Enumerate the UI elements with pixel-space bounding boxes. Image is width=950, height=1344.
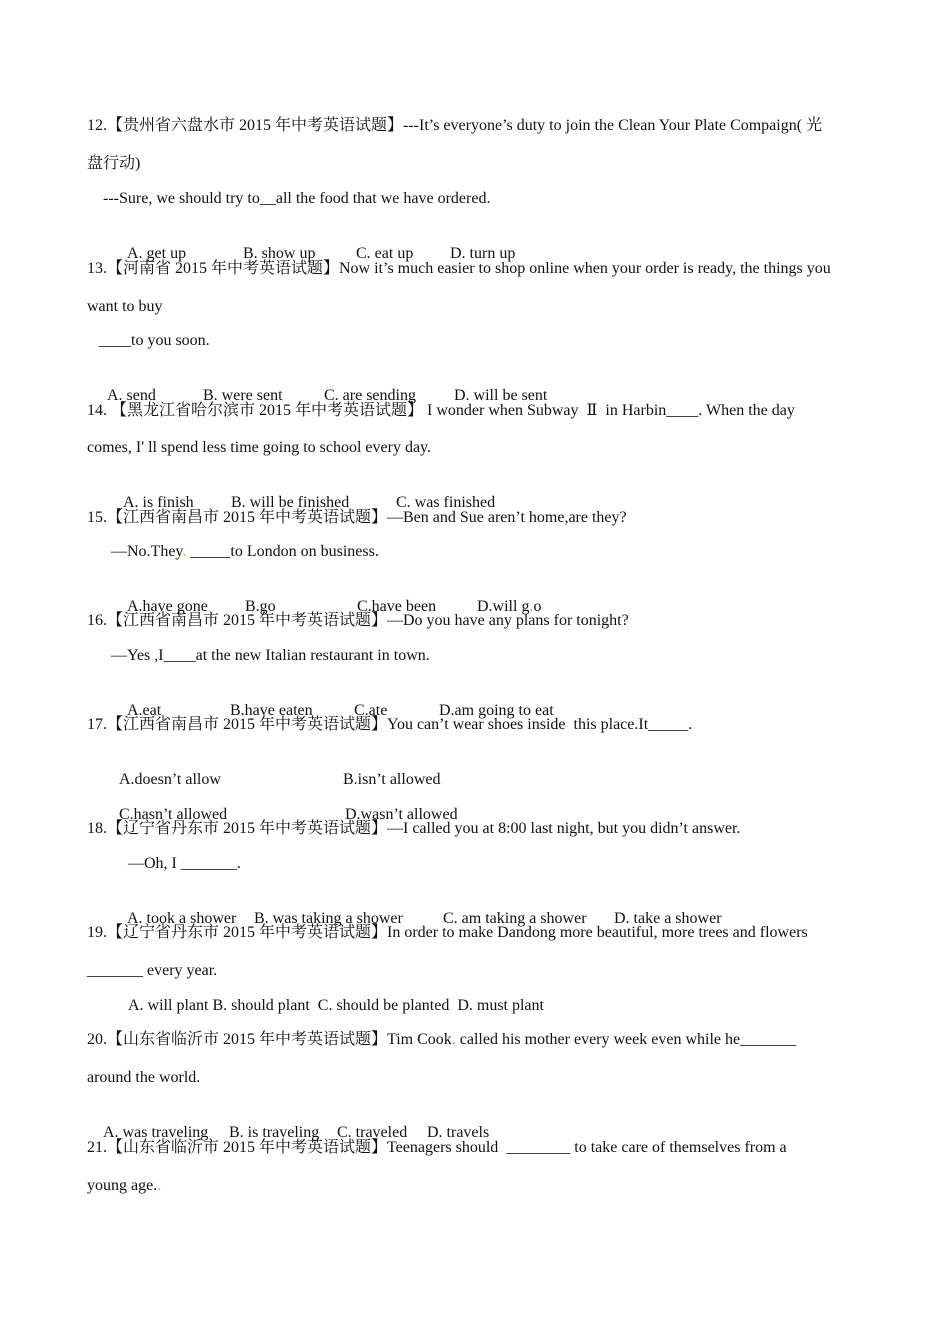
q17-option-c: C.hasn’t allowed bbox=[119, 806, 228, 823]
q12-option-d: D. turn up bbox=[450, 245, 516, 262]
q15-option-d-text: D.will g bbox=[477, 598, 530, 615]
q12-line2: 盘行动) bbox=[87, 155, 141, 172]
q20-line1 bbox=[87, 1030, 796, 1050]
q16-option-b: B.have eaten bbox=[230, 702, 313, 719]
q19-line1: 19.【辽宁省丹东市 2015 年中考英语试题】In order to make Dandong more beautiful, more trees and flowers bbox=[87, 924, 808, 941]
q12-line1: 12.【贵州省六盘水市 2015 年中考英语试题】---It’s everyone’s duty to join the Clean Your Plate Compaign( 光 bbox=[87, 117, 823, 134]
q18-line1: 18.【辽宁省丹东市 2015 年中考英语试题】—I called you at 8:00 last night, but you didn’t answer. bbox=[87, 820, 741, 837]
q19-line2: _______ every year. bbox=[87, 962, 218, 979]
q20-option-c: C. traveled bbox=[337, 1124, 408, 1141]
q15-line2 bbox=[111, 542, 379, 562]
q18-option-c: C. am taking a shower bbox=[443, 910, 587, 927]
q17-option-d: D.wasn’t allowed bbox=[345, 806, 458, 823]
q16-line1: 16.【江西省南昌市 2015 年中考英语试题】—Do you have any plans for tonight? bbox=[87, 612, 629, 629]
q13-option-b: B. were sent bbox=[203, 387, 283, 404]
q18-option-a: A. took a shower bbox=[127, 910, 237, 927]
q20-line1-end: called his mother every week even while he_______ bbox=[455, 1031, 797, 1048]
q15-dot-mark: . bbox=[182, 543, 187, 560]
q15-option-d-dot: . bbox=[529, 598, 534, 615]
q14-line1: 14. 【黑龙江省哈尔滨市 2015 年中考英语试题】 I wonder when Subway Ⅱ in Harbin____. When the day bbox=[87, 402, 795, 419]
q20-line2: around the world. bbox=[87, 1069, 201, 1086]
q16-option-a: A.eat bbox=[127, 702, 162, 719]
q17-line1: 17.【江西省南昌市 2015 年中考英语试题】You can’t wear shoes inside this place.It_____. bbox=[87, 716, 693, 733]
q20-option-d: D. travels bbox=[427, 1124, 490, 1141]
q15-option-b: B.go bbox=[245, 598, 276, 615]
q18-option-b: B. was taking a shower bbox=[254, 910, 403, 927]
q21-line1: 21.【山东省临沂市 2015 年中考英语试题】Teenagers should ________ to take care of themselves from a bbox=[87, 1139, 787, 1156]
q20-option-b: B. is traveling bbox=[229, 1124, 320, 1141]
q12-option-c: C. eat up bbox=[356, 245, 414, 262]
q16-option-c: C.ate bbox=[354, 702, 388, 719]
q14-line2: comes, I' ll spend less time going to school every day. bbox=[87, 439, 431, 456]
q17-option-b: B.isn’t allowed bbox=[343, 771, 441, 788]
q15-option-c: C.have been bbox=[357, 598, 437, 615]
q20-option-a: A. was traveling bbox=[103, 1124, 209, 1141]
q14-option-c: C. was finished bbox=[396, 494, 496, 511]
q19-options: A. will plant B. should plant C. should be planted D. must plant bbox=[128, 997, 544, 1014]
q15-option-d-tail: o bbox=[533, 598, 542, 615]
q13-line2: want to buy bbox=[87, 298, 163, 315]
q20-dot-mark: . bbox=[451, 1031, 456, 1048]
q13-option-a: A. send bbox=[107, 387, 156, 404]
q20-line1-start: 20.【山东省临沂市 2015 年中考英语试题】Tim Cook bbox=[87, 1031, 452, 1048]
q16-line2: —Yes ,I____at the new Italian restaurant in town. bbox=[111, 647, 430, 664]
q12-line3: ---Sure, we should try to__all the food that we have ordered. bbox=[103, 190, 491, 207]
q21-line2 bbox=[87, 1176, 161, 1196]
q13-line3: ____to you soon. bbox=[99, 332, 210, 349]
q18-line2: —Oh, I _______. bbox=[128, 855, 241, 872]
q13-option-c: C. are sending bbox=[324, 387, 416, 404]
q12-option-a: A. get up bbox=[127, 245, 187, 262]
q15-line2-end: _____to London on business. bbox=[186, 543, 379, 560]
q13-option-d: D. will be sent bbox=[454, 387, 548, 404]
q13-line1: 13.【河南省 2015 年中考英语试题】Now it’s much easier to shop online when your order is ready, the things you bbox=[87, 260, 831, 277]
q14-option-a: A. is finish bbox=[123, 494, 194, 511]
q21-dot-mark: . bbox=[157, 1177, 162, 1194]
q21-line2-text: young age. bbox=[87, 1177, 158, 1194]
q14-option-b: B. will be finished bbox=[231, 494, 350, 511]
q15-line1: 15.【江西省南昌市 2015 年中考英语试题】—Ben and Sue aren’t home,are they? bbox=[87, 509, 627, 526]
q15-line2-start: —No.They bbox=[111, 543, 183, 560]
q18-option-d: D. take a shower bbox=[614, 910, 722, 927]
q15-option-a: A.have gone bbox=[127, 598, 208, 615]
q17-option-a: A.doesn’t allow bbox=[119, 771, 221, 788]
q12-option-b: B. show up bbox=[243, 245, 316, 262]
q16-option-d: D.am going to eat bbox=[439, 702, 554, 719]
